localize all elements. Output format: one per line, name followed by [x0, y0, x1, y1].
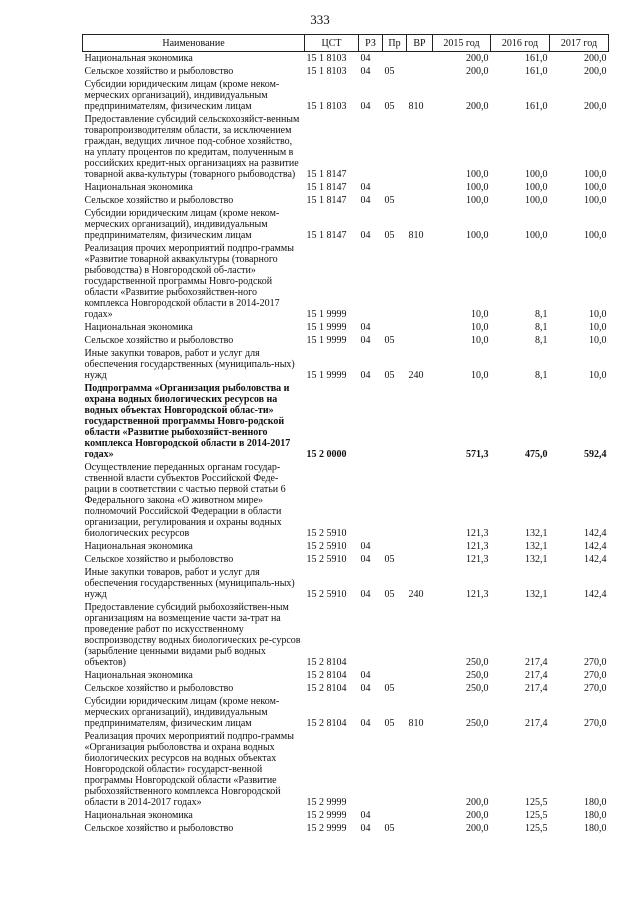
- row-value-2015: 121,3: [466, 589, 489, 600]
- row-value-2017: 270,0: [584, 718, 607, 729]
- header-2017: 2017 год: [550, 35, 609, 52]
- row-value-2017: 142,4: [584, 528, 607, 539]
- row-pr: 05: [384, 554, 395, 565]
- row-rz: 04: [360, 810, 371, 821]
- row-vr: 810: [408, 230, 424, 241]
- row-cst: 15 1 8147: [306, 195, 347, 206]
- row-name: Субсидии юридическим лицам (кроме неком-мерческих организаций), индивидуальным предпринимателям, физическим лицам: [84, 696, 280, 729]
- row-vr: [407, 553, 433, 566]
- row-value-2016: 125,5: [525, 797, 548, 808]
- row-pr: [383, 669, 407, 682]
- row-value-2016: 132,1: [525, 528, 548, 539]
- row-name: Предоставление субсидий сельскохозяйст-венным товаропроизводителям области, за исключением граждан, ведущих личное под-собное хозяйство, на уплату процентов по кредитам, полученным в российских кредит-ных организациях на развитие товарной аква-культуры (товарного рыбоводства): [84, 114, 300, 180]
- row-pr: [383, 181, 407, 194]
- row-name: Реализация прочих мероприятий подпро-граммы «Организация рыболовства и охрана водных биологических ресурсов на водных объектах Новгородской области» государст-венной программы Новгородской области «Развитие рыбохозяйственного комплекса Новгородской области в 2014-2017 годах»: [84, 731, 294, 808]
- row-name: Сельское хозяйство и рыболовство: [84, 335, 234, 346]
- row-vr: [407, 669, 433, 682]
- table-row: [83, 695, 609, 730]
- row-value-2016: 100,0: [525, 169, 548, 180]
- row-name: Сельское хозяйство и рыболовство: [84, 683, 234, 694]
- table-row: [83, 321, 609, 334]
- row-rz: 04: [360, 230, 371, 241]
- row-name: Национальная экономика: [84, 182, 193, 193]
- row-vr: [407, 682, 433, 695]
- row-cst: 15 1 9999: [306, 370, 347, 381]
- table-row: [83, 65, 609, 78]
- budget-table: [82, 34, 609, 835]
- row-name: Сельское хозяйство и рыболовство: [84, 195, 234, 206]
- row-value-2015: 10,0: [471, 309, 489, 320]
- row-value-2015: 250,0: [466, 683, 489, 694]
- row-value-2015: 100,0: [466, 182, 489, 193]
- header-2016: 2016 год: [491, 35, 550, 52]
- row-pr: [383, 242, 407, 321]
- row-value-2016: 475,0: [525, 449, 548, 460]
- row-value-2015: 10,0: [471, 335, 489, 346]
- row-value-2016: 8,1: [535, 309, 548, 320]
- row-rz: 04: [360, 554, 371, 565]
- row-value-2015: 121,3: [466, 541, 489, 552]
- row-name: Подпрограмма «Организация рыболовства и охрана водных биологических ресурсов на водных объектах Новгородской облас-ти» государственной программы Новго-родской области «Развитие рыбохозяйст-венного комплекса Новгородской области в 2014-2017 годах»: [84, 383, 291, 460]
- row-value-2015: 200,0: [466, 66, 489, 77]
- row-name: Иные закупки товаров, работ и услуг для обеспечения государственных (муниципаль-ных) нужд: [84, 348, 295, 381]
- header-name: Наименование: [83, 35, 305, 52]
- row-rz: [359, 461, 383, 540]
- table-row: [83, 601, 609, 669]
- row-cst: 15 2 8104: [306, 718, 347, 729]
- table-row: [83, 669, 609, 682]
- row-vr: [407, 809, 433, 822]
- row-value-2016: 132,1: [525, 554, 548, 565]
- row-name: Национальная экономика: [84, 670, 193, 681]
- row-pr: 05: [384, 195, 395, 206]
- row-name: Реализация прочих мероприятий подпро-граммы «Развитие товарной аквакультуры (товарного рыбоводства) в Новгородской об-ласти» государственной программы Новго-родской области «Развитие рыбохозяйствен-ного комплекса Новгородской области в 2014-2017 годах»: [84, 243, 294, 320]
- row-vr: [407, 321, 433, 334]
- row-cst: 15 1 9999: [306, 322, 347, 333]
- row-vr: 240: [408, 589, 424, 600]
- row-name: Сельское хозяйство и рыболовство: [84, 554, 234, 565]
- row-value-2016: 8,1: [535, 370, 548, 381]
- row-value-2015: 200,0: [466, 53, 489, 64]
- row-cst: 15 2 5910: [306, 554, 347, 565]
- row-rz: 04: [360, 101, 371, 112]
- table-row: [83, 822, 609, 835]
- row-cst: 15 2 0000: [306, 449, 347, 460]
- row-pr: 05: [384, 335, 395, 346]
- row-value-2017: 200,0: [584, 101, 607, 112]
- row-value-2016: 161,0: [525, 101, 548, 112]
- row-vr: 810: [408, 718, 424, 729]
- row-value-2017: 592,4: [584, 449, 607, 460]
- table-row: [83, 553, 609, 566]
- row-cst: 15 2 8104: [306, 670, 347, 681]
- row-pr: 05: [384, 101, 395, 112]
- row-value-2017: 100,0: [584, 195, 607, 206]
- row-value-2016: 217,4: [525, 718, 548, 729]
- row-value-2017: 142,4: [584, 541, 607, 552]
- row-value-2015: 250,0: [466, 657, 489, 668]
- row-value-2017: 10,0: [589, 370, 607, 381]
- table-row: [83, 113, 609, 181]
- row-pr: 05: [384, 230, 395, 241]
- row-value-2015: 10,0: [471, 370, 489, 381]
- row-value-2017: 100,0: [584, 230, 607, 241]
- row-cst: 15 2 8104: [306, 683, 347, 694]
- row-cst: 15 1 8147: [306, 169, 347, 180]
- table-row: [83, 194, 609, 207]
- row-vr: [407, 242, 433, 321]
- row-pr: 05: [384, 683, 395, 694]
- row-cst: 15 1 8103: [306, 53, 347, 64]
- row-rz: 04: [360, 53, 371, 64]
- row-rz: [359, 601, 383, 669]
- row-value-2016: 161,0: [525, 66, 548, 77]
- row-pr: [383, 321, 407, 334]
- row-pr: [383, 601, 407, 669]
- table-header: [83, 35, 609, 52]
- row-vr: [407, 822, 433, 835]
- row-pr: 05: [384, 66, 395, 77]
- row-cst: 15 1 8147: [306, 230, 347, 241]
- row-rz: [359, 730, 383, 809]
- row-vr: 810: [408, 101, 424, 112]
- row-value-2017: 142,4: [584, 554, 607, 565]
- row-name: Сельское хозяйство и рыболовство: [84, 66, 234, 77]
- row-value-2015: 571,3: [466, 449, 489, 460]
- row-value-2016: 8,1: [535, 335, 548, 346]
- row-value-2017: 180,0: [584, 810, 607, 821]
- row-name: Сельское хозяйство и рыболовство: [84, 823, 234, 834]
- row-pr: [383, 461, 407, 540]
- row-value-2015: 10,0: [471, 322, 489, 333]
- table-row: [83, 682, 609, 695]
- row-vr: [407, 540, 433, 553]
- row-rz: [359, 242, 383, 321]
- row-rz: [359, 113, 383, 181]
- row-pr: [383, 113, 407, 181]
- table-row: [83, 242, 609, 321]
- row-vr: [407, 730, 433, 809]
- row-rz: 04: [360, 683, 371, 694]
- row-name: Субсидии юридическим лицам (кроме неком-мерческих организаций), индивидуальным предпринимателям, физическим лицам: [84, 79, 280, 112]
- row-vr: [407, 382, 433, 461]
- row-value-2015: 100,0: [466, 169, 489, 180]
- row-vr: [407, 601, 433, 669]
- row-vr: 240: [408, 370, 424, 381]
- table-row: [83, 461, 609, 540]
- row-name: Предоставление субсидий рыбохозяйствен-ным организациям на возмещение части за-трат на проведение работ по искусственному воспроизводству водных биологических ре-сурсов (зарыбление ценными видами рыб водных объектов): [84, 602, 301, 668]
- row-rz: 04: [360, 195, 371, 206]
- row-value-2015: 200,0: [466, 823, 489, 834]
- table-row: [83, 540, 609, 553]
- row-pr: 05: [384, 370, 395, 381]
- row-rz: 04: [360, 182, 371, 193]
- row-value-2015: 200,0: [466, 101, 489, 112]
- row-name: Национальная экономика: [84, 322, 193, 333]
- table-row: [83, 566, 609, 601]
- row-cst: 15 1 8103: [306, 66, 347, 77]
- header-cst: ЦСТ: [305, 35, 359, 52]
- row-name: Национальная экономика: [84, 53, 193, 64]
- row-value-2015: 100,0: [466, 230, 489, 241]
- row-value-2016: 125,5: [525, 810, 548, 821]
- row-rz: 04: [360, 718, 371, 729]
- row-value-2017: 10,0: [589, 335, 607, 346]
- row-value-2017: 200,0: [584, 53, 607, 64]
- row-value-2017: 270,0: [584, 670, 607, 681]
- row-cst: 15 1 9999: [306, 335, 347, 346]
- row-value-2016: 217,4: [525, 670, 548, 681]
- row-pr: 05: [384, 718, 395, 729]
- row-value-2017: 142,4: [584, 589, 607, 600]
- table-row: [83, 382, 609, 461]
- row-cst: 15 2 8104: [306, 657, 347, 668]
- row-rz: 04: [360, 66, 371, 77]
- row-pr: [383, 52, 407, 66]
- row-name: Национальная экономика: [84, 541, 193, 552]
- row-value-2016: 161,0: [525, 53, 548, 64]
- row-rz: 04: [360, 335, 371, 346]
- row-value-2016: 217,4: [525, 657, 548, 668]
- row-value-2015: 250,0: [466, 670, 489, 681]
- row-pr: [383, 730, 407, 809]
- row-value-2016: 100,0: [525, 182, 548, 193]
- row-vr: [407, 194, 433, 207]
- row-value-2017: 270,0: [584, 683, 607, 694]
- row-pr: [383, 540, 407, 553]
- header-rz: РЗ: [359, 35, 383, 52]
- row-pr: 05: [384, 823, 395, 834]
- row-value-2017: 180,0: [584, 797, 607, 808]
- row-value-2017: 270,0: [584, 657, 607, 668]
- row-pr: [383, 809, 407, 822]
- table-row: [83, 52, 609, 66]
- row-cst: 15 2 5910: [306, 589, 347, 600]
- row-value-2015: 121,3: [466, 528, 489, 539]
- row-cst: 15 2 9999: [306, 823, 347, 834]
- table-row: [83, 809, 609, 822]
- page-number: 333: [310, 12, 330, 27]
- row-value-2017: 10,0: [589, 309, 607, 320]
- header-pr: Пр: [383, 35, 407, 52]
- row-cst: 15 1 9999: [306, 309, 347, 320]
- row-rz: 04: [360, 670, 371, 681]
- row-cst: 15 2 9999: [306, 810, 347, 821]
- row-value-2015: 121,3: [466, 554, 489, 565]
- row-rz: 04: [360, 541, 371, 552]
- row-name: Иные закупки товаров, работ и услуг для обеспечения государственных (муниципаль-ных) нужд: [84, 567, 295, 600]
- row-pr: 05: [384, 589, 395, 600]
- row-cst: 15 2 5910: [306, 528, 347, 539]
- row-cst: 15 2 5910: [306, 541, 347, 552]
- row-rz: [359, 382, 383, 461]
- row-vr: [407, 113, 433, 181]
- row-value-2016: 132,1: [525, 589, 548, 600]
- row-rz: 04: [360, 370, 371, 381]
- row-value-2016: 125,5: [525, 823, 548, 834]
- row-name: Национальная экономика: [84, 810, 193, 821]
- row-value-2016: 8,1: [535, 322, 548, 333]
- row-vr: [407, 181, 433, 194]
- row-value-2015: 250,0: [466, 718, 489, 729]
- table-row: [83, 78, 609, 113]
- table-row: [83, 347, 609, 382]
- row-value-2017: 200,0: [584, 66, 607, 77]
- row-vr: [407, 461, 433, 540]
- row-value-2016: 100,0: [525, 195, 548, 206]
- row-value-2015: 100,0: [466, 195, 489, 206]
- row-cst: 15 1 8147: [306, 182, 347, 193]
- row-name: Осуществление переданных органам государ-ственной власти субъектов Российской Феде-рации в соответствии с частью первой статьи 6 Федерального закона «О животном мире» полномочий Российской Федерации в области организации, регулирования и охраны водных биологических ресурсов: [84, 462, 286, 539]
- row-rz: 04: [360, 322, 371, 333]
- row-value-2017: 180,0: [584, 823, 607, 834]
- row-rz: 04: [360, 823, 371, 834]
- row-value-2017: 10,0: [589, 322, 607, 333]
- header-vr: ВР: [407, 35, 433, 52]
- row-value-2016: 217,4: [525, 683, 548, 694]
- table-row: [83, 334, 609, 347]
- row-value-2016: 100,0: [525, 230, 548, 241]
- row-vr: [407, 52, 433, 66]
- row-value-2016: 132,1: [525, 541, 548, 552]
- row-name: Субсидии юридическим лицам (кроме неком-мерческих организаций), индивидуальным предпринимателям, физическим лицам: [84, 208, 280, 241]
- row-value-2017: 100,0: [584, 182, 607, 193]
- row-cst: 15 1 8103: [306, 101, 347, 112]
- row-vr: [407, 334, 433, 347]
- header-2015: 2015 год: [433, 35, 491, 52]
- row-value-2015: 200,0: [466, 810, 489, 821]
- row-cst: 15 2 9999: [306, 797, 347, 808]
- table-body: [83, 52, 609, 836]
- row-value-2015: 200,0: [466, 797, 489, 808]
- table-row: [83, 207, 609, 242]
- row-pr: [383, 382, 407, 461]
- row-rz: 04: [360, 589, 371, 600]
- row-vr: [407, 65, 433, 78]
- table-row: [83, 730, 609, 809]
- table-row: [83, 181, 609, 194]
- row-value-2017: 100,0: [584, 169, 607, 180]
